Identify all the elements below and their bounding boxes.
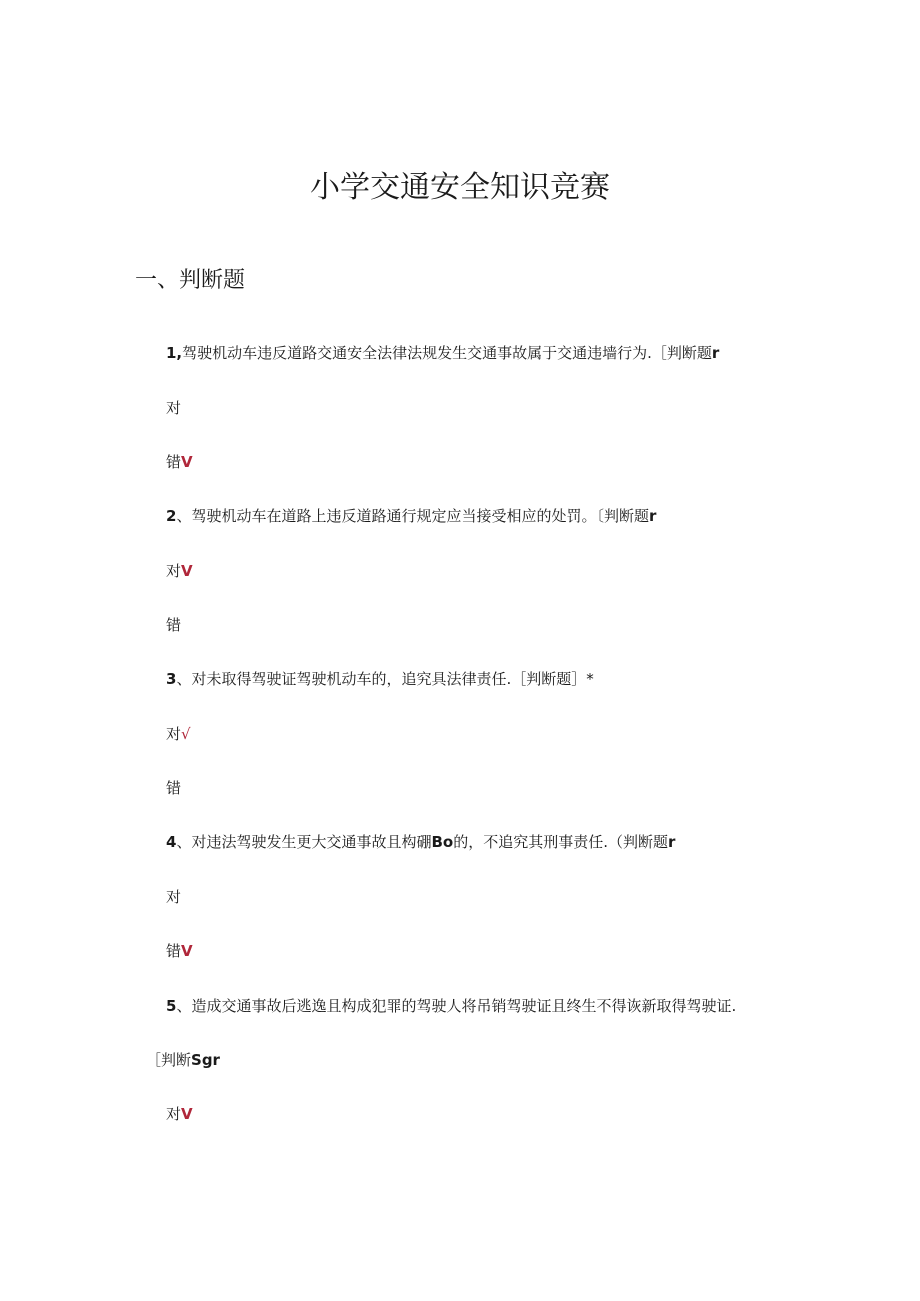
question-tail: Bo bbox=[431, 833, 454, 851]
option-label: 对 bbox=[166, 725, 182, 743]
question-number: 2 bbox=[166, 507, 177, 525]
question-tail: r bbox=[667, 833, 676, 851]
option-label: 错 bbox=[166, 616, 182, 634]
option-false bbox=[166, 614, 181, 636]
answer-mark: V bbox=[181, 1105, 193, 1123]
question-text: 、对未取得驾驶证驾驶机动车的，追究具法律责任.［判断题］* bbox=[176, 670, 594, 688]
option-true bbox=[166, 886, 181, 908]
answer-mark: V bbox=[181, 453, 193, 471]
question-text-continued: 的，不追究其刑事责任.（判断题 bbox=[453, 833, 668, 851]
section-heading: 一、判断题 bbox=[135, 268, 246, 293]
option-true bbox=[166, 723, 191, 745]
question-tail: r bbox=[648, 507, 657, 525]
answer-mark: V bbox=[181, 562, 193, 580]
option-label: 对 bbox=[166, 888, 182, 906]
option-true bbox=[166, 1103, 193, 1125]
question-3 bbox=[166, 668, 594, 690]
option-false bbox=[166, 777, 181, 799]
question-tail: r bbox=[711, 344, 720, 362]
option-label: 错 bbox=[166, 779, 182, 797]
question-text-continued: ［判断 bbox=[146, 1051, 192, 1069]
question-4 bbox=[166, 831, 675, 853]
question-number: 1, bbox=[166, 344, 183, 362]
document-title: 小学交通安全知识竞赛 bbox=[310, 170, 610, 205]
question-text: 、造成交通事故后逃逸且构成犯罪的驾驶人将吊销驾驶证且终生不得诙新取得驾驶证. bbox=[176, 997, 737, 1015]
option-label: 对 bbox=[166, 399, 182, 417]
option-true bbox=[166, 560, 193, 582]
option-label: 对 bbox=[166, 562, 182, 580]
question-1 bbox=[166, 342, 719, 364]
question-number: 3 bbox=[166, 670, 177, 688]
answer-mark: V bbox=[181, 942, 193, 960]
option-label: 对 bbox=[166, 1105, 182, 1123]
question-text: 、驾驶机动车在道路上违反道路通行规定应当接受相应的处罚。〔判断题 bbox=[176, 507, 649, 525]
question-number: 4 bbox=[166, 833, 177, 851]
option-true bbox=[166, 397, 181, 419]
question-5-continuation bbox=[146, 1049, 220, 1071]
option-label: 错 bbox=[166, 942, 182, 960]
question-tail: Sgr bbox=[191, 1051, 220, 1069]
option-false bbox=[166, 451, 193, 473]
question-text: 、对违法驾驶发生更大交通事故且构硼 bbox=[176, 833, 432, 851]
answer-mark: √ bbox=[181, 725, 191, 743]
question-text: 驾驶机动车违反道路交通安全法律法规发生交通事故属于交通违墙行为.［判断题 bbox=[182, 344, 712, 362]
option-label: 错 bbox=[166, 453, 182, 471]
question-number: 5 bbox=[166, 997, 177, 1015]
question-2 bbox=[166, 505, 656, 527]
question-5 bbox=[166, 995, 736, 1017]
option-false bbox=[166, 940, 193, 962]
